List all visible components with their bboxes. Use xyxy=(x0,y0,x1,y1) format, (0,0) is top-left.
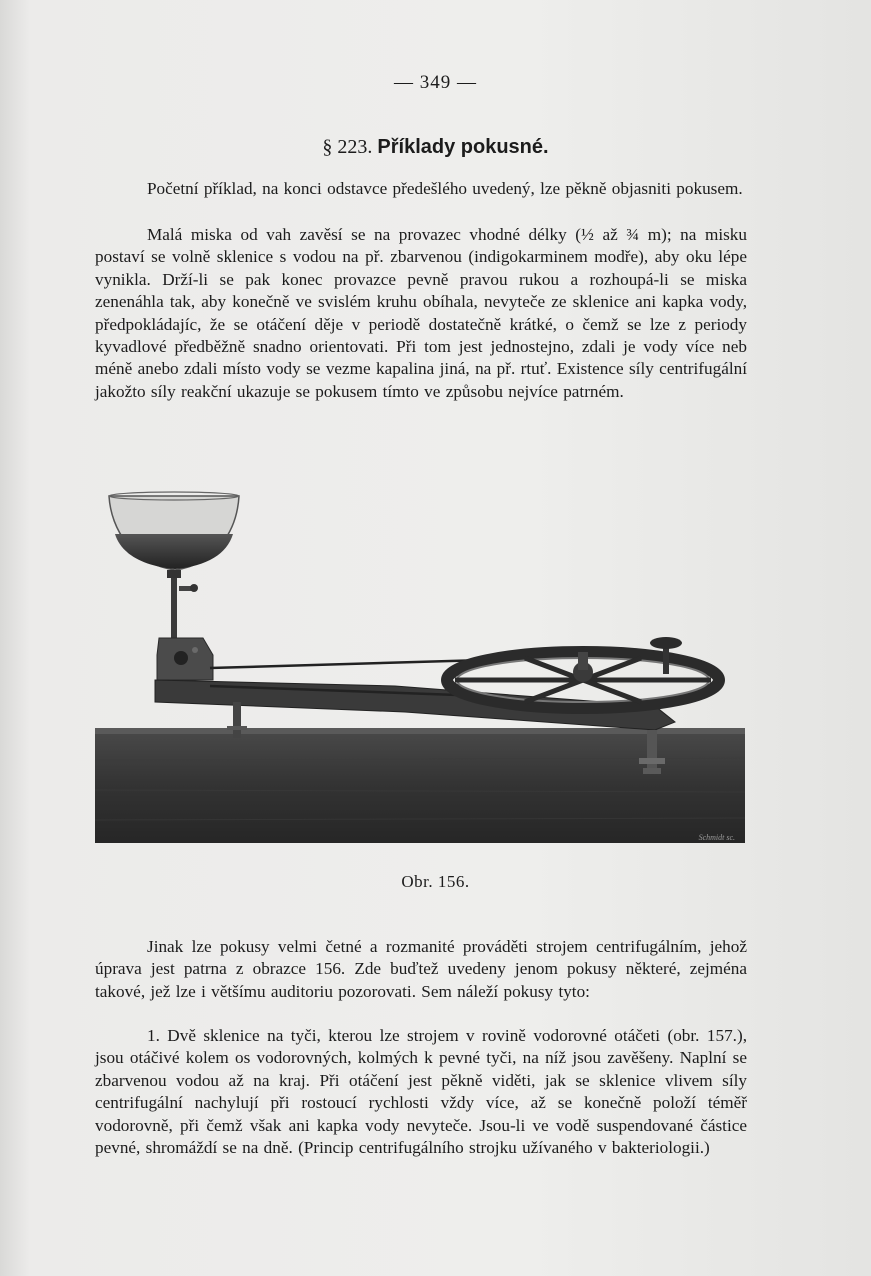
centrifugal-machine-illustration xyxy=(95,490,745,850)
paragraph-centrifugal-machine: Jinak lze pokusy velmi četné a rozmanité prováděti strojem centrifugálním, jehož úprava jest patrna z obrazce 156. Zde buďtež uvedeny jenom pokusy některé, zejména takové, jež lze i většímu auditoriu pozorovati. Sem náleží pokusy tyto: xyxy=(95,937,747,1001)
paragraph-experiment-1: 1. Dvě sklenice na tyči, kterou lze strojem v rovině vodorovné otáčeti (obr. 157.), jsou otáčivé kolem os vodorovných, kolmých k pevné tyči, na níž jsou zavěšeny. Naplní se zbarvenou vodou až na kraj. Při otáčení jest pěkně viděti, jak se sklenice vlivem síly centrifugální nachylují při rostoucí rychlosti vždy více, až se konečně položí téměř vodorovně, při čemž však ani kapka vody nevyteče. Jsou-li ve vodě suspendované částice pevné, shromáždí se na dně. (Princip centrifugálního strojku užívaného v bakteriologii.) xyxy=(95,1026,747,1158)
engraver-signature: Schmidt sc. xyxy=(698,833,735,842)
section-title: Příklady pokusné. xyxy=(377,136,549,158)
figure-caption: Obr. 156. xyxy=(401,872,470,891)
section-number: § 223. xyxy=(322,136,373,158)
page-number: — 349 — xyxy=(394,72,477,93)
paragraph-intro: Početní příklad, na konci odstavce předešlého uvedený, lze pěkně objasniti pokusem. xyxy=(147,179,743,198)
section-heading xyxy=(0,136,871,159)
paragraph-experiment-description: Malá miska od vah zavěsí se na provazec vhodné délky (½ až ¾ m); na misku postaví se volně sklenice s vodou na př. zbarvenou (indigokarminem modře), aby oku lépe vynikla. Drží-li se pak konec provazce pevně pravou rukou a rozhoupá-li se miska zenenáhla tak, aby konečně ve svislém kruhu obíhala, nevyteče ze sklenice ani kapka vody, předpokládajíc, že se otáčení děje v periodě dostatečně krátké, o čemž se lze z periody kyvadlové předběžně snadno orientovati. Při tom jest jednostejno, zdali je vody více neb méně anebo zdali místo vody se vezme kapalina jiná, na př. rtuť. Existence síly centrifugální jakožto síly reakční ukazuje se pokusem tímto ve způsobu nejvíce patrném. xyxy=(95,225,747,401)
bowl-liquid xyxy=(115,534,233,569)
figure-centrifugal-machine xyxy=(95,490,745,850)
